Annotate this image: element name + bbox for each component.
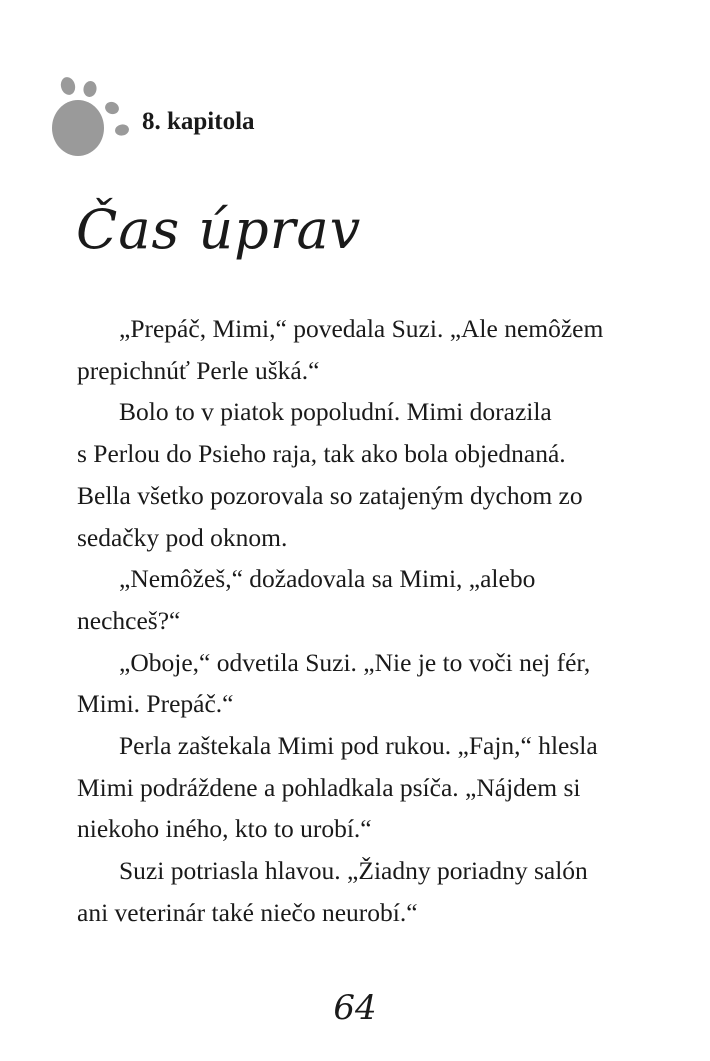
body-line: „Oboje,“ odvetila Suzi. „Nie je to voči nej fér, [119, 647, 591, 677]
body-line: sedačky pod oknom. [77, 522, 288, 552]
body-line: Perla zaštekala Mimi pod rukou. „Fajn,“ hlesla [119, 731, 598, 761]
chapter-label: 8. kapitola [142, 108, 255, 135]
body-line: niekoho iného, kto to urobí.“ [77, 814, 372, 844]
body-line: s Perlou do Psieho raja, tak ako bola objednaná. [77, 439, 566, 469]
body-line: Bolo to v piatok popoludní. Mimi dorazila [119, 397, 552, 427]
body-line: Suzi potriasla hlavou. „Žiadny poriadny salón [119, 856, 588, 886]
body-line: prepichnúť Perle ušká.“ [77, 355, 320, 385]
body-line: „Nemôžeš,“ dožadovala sa Mimi, „alebo [119, 564, 536, 594]
chapter-title: Čas úprav [76, 198, 362, 261]
body-line: ani veterinár také niečo neurobí.“ [77, 897, 418, 927]
chapter-body [77, 308, 657, 934]
paw-print-icon [50, 72, 134, 162]
body-line: „Prepáč, Mimi,“ povedala Suzi. „Ale nemôžem [119, 314, 604, 343]
body-line: nechceš?“ [77, 605, 181, 635]
body-line: Mimi. Prepáč.“ [77, 689, 234, 719]
body-line: Bella všetko pozorovala so zatajeným dychom zo [77, 480, 583, 510]
page-number: 64 [333, 988, 377, 1028]
body-line: Mimi podráždene a pohladkala psíča. „Nájdem si [77, 772, 581, 802]
